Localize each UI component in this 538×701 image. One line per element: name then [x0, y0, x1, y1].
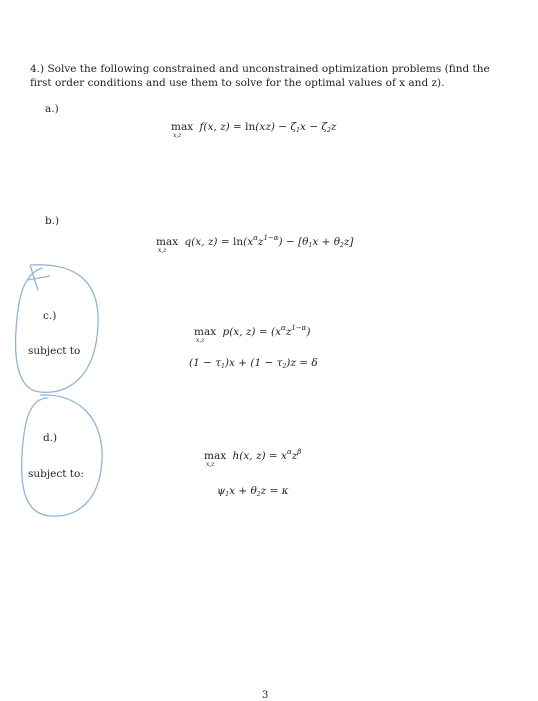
part-d-label: d.) [43, 432, 58, 444]
part-c-under: x,z [196, 337, 205, 344]
part-a-label: a.) [45, 103, 59, 115]
part-d-under: x,z [206, 461, 215, 468]
part-b-label: b.) [45, 215, 60, 227]
page-number: 3 [262, 690, 269, 701]
part-c-constraint: $(1 - \tau_1)x + (1 - \tau_2)z = \delta$ [189, 357, 318, 370]
part-b-objective: max x,z q(x, $z) = \ln(x^\alpha z^{1-\alpha}) - [\theta_1x + \theta_2z]$ [156, 234, 354, 254]
part-d-constraint: $\psi_1x + \theta_2z = \kappa$ [217, 485, 289, 498]
circle-around-part-d [22, 395, 102, 516]
part-d-subject-label: subject to: [28, 468, 84, 480]
intro-line-1: 4.) Solve the following constrained and unconstrained optimization problems (find the [30, 63, 490, 75]
part-c-label: c.) [43, 310, 57, 322]
part-c-subject-label: subject to [28, 345, 81, 357]
circle-around-part-c [16, 265, 99, 393]
part-b-under: x,z [158, 247, 167, 254]
intro-line-2: first order conditions and use them to solve for the optimal values of x and z). [30, 77, 445, 89]
part-a-objective: max x,z f(x, $z) = \ln(xz) - \zeta_1x - \zeta_2z$ [171, 121, 337, 139]
part-a-under: x,z [173, 132, 182, 139]
part-d-objective: max x,z h(x, $z) = x^\alpha z^\beta$ [204, 448, 302, 468]
part-c-objective: max x,z p(x, $z) = (x^\alpha z^{1-\alpha})$ [194, 324, 311, 344]
